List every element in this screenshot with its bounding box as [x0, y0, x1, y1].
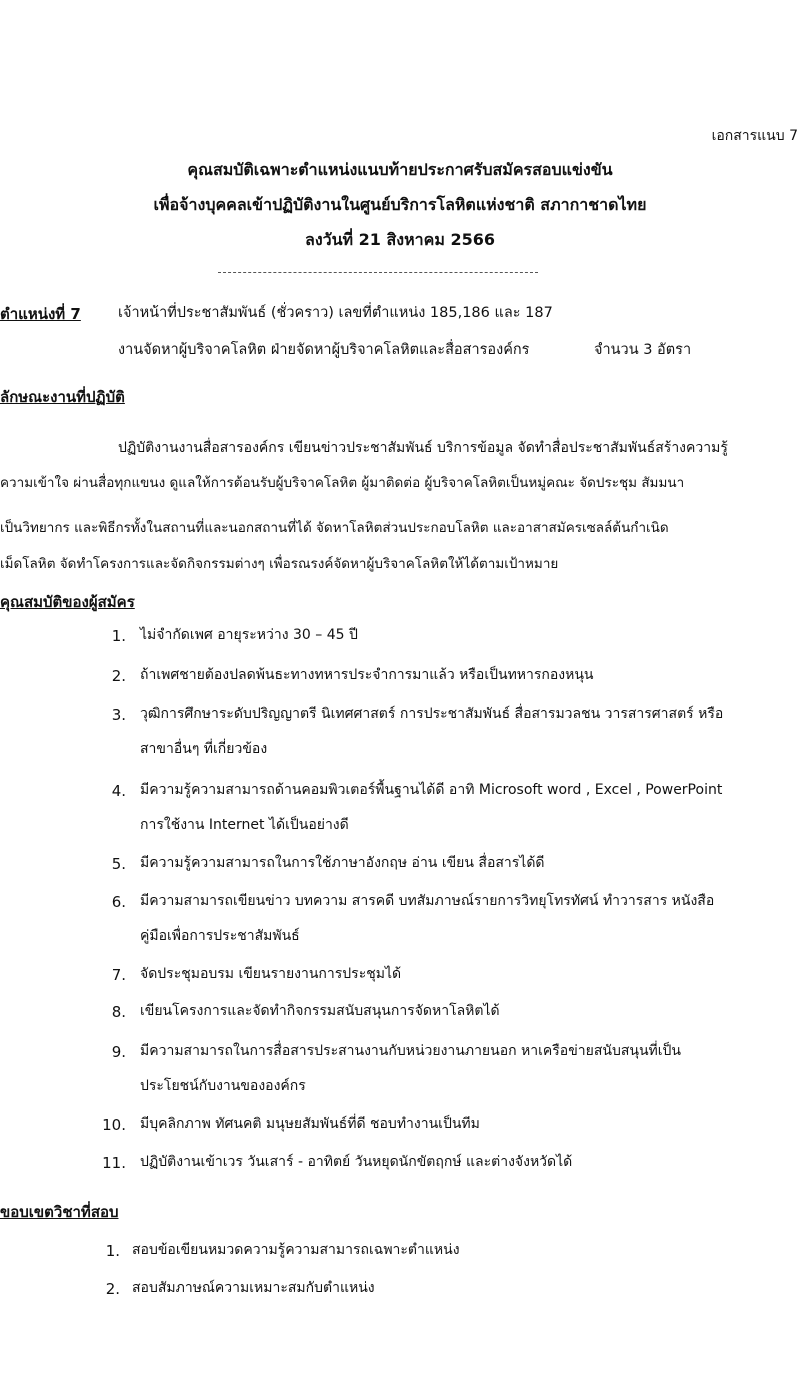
qualification-number: 3.: [111, 706, 126, 724]
qualification-item: มีความรู้ความสามารถในการใช้ภาษาอังกฤษ อ่าน เขียน สื่อสารได้ดี: [140, 855, 545, 871]
qualification-number: 8.: [111, 1003, 126, 1021]
qualification-item-continued: คู่มือเพื่อการประชาสัมพันธ์: [140, 928, 300, 944]
exam-scope-heading: ขอบเขตวิชาที่สอบ: [0, 1203, 119, 1221]
document-title-line2: เพื่อจ้างบุคคลเข้าปฏิบัติงานในศูนย์บริการโลหิตแห่งชาติ สภากาชาดไทย: [153, 195, 647, 214]
job-description-heading: ลักษณะงานที่ปฏิบัติ: [0, 388, 125, 406]
qualifications-heading: คุณสมบัติของผู้สมัคร: [0, 593, 135, 611]
qualification-number: 9.: [111, 1043, 126, 1061]
document-title-line1: คุณสมบัติเฉพาะตำแหน่งแนบท้ายประกาศรับสมัครสอบแข่งขัน: [187, 160, 613, 179]
qualification-item: วุฒิการศึกษาระดับปริญญาตรี นิเทศศาสตร์ การประชาสัมพันธ์ สื่อสารมวลชน วารสารศาสตร์ หรือ: [140, 706, 724, 722]
qualification-number: 1.: [111, 627, 126, 645]
exam-item: สอบข้อเขียนหมวดความรู้ความสามารถเฉพาะตำแหน่ง: [132, 1242, 460, 1258]
job-description-line: เป็นวิทยากร และพิธีกรทั้งในสถานที่และนอกสถานที่ได้ จัดหาโลหิตส่วนประกอบโลหิต และอาสาสมัครเซลล์ต้นกำเนิด: [0, 520, 669, 536]
qualification-item: เขียนโครงการและจัดทำกิจกรรมสนับสนุนการจัดหาโลหิตได้: [140, 1003, 500, 1019]
exam-item-number: 1.: [105, 1242, 120, 1260]
qualification-number: 11.: [102, 1154, 126, 1172]
qualification-item-continued: ประโยชน์กับงานขององค์กร: [140, 1078, 306, 1094]
qualification-item: มีความสามารถในการสื่อสารประสานงานกับหน่วยงานภายนอก หาเครือข่ายสนับสนุนที่เป็น: [140, 1043, 682, 1059]
position-count: จำนวน 3 อัตรา: [594, 342, 692, 358]
position-title: เจ้าหน้าที่ประชาสัมพันธ์ (ชั่วคราว) เลขที่ตำแหน่ง 185,186 และ 187: [118, 305, 553, 321]
qualification-number: 5.: [111, 855, 126, 873]
job-description-line: เม็ดโลหิต จัดทำโครงการและจัดกิจกรรมต่างๆ เพื่อรณรงค์จัดหาผู้บริจาคโลหิตให้ได้ตามเป้าหมาย: [0, 556, 559, 572]
qualification-number: 7.: [111, 966, 126, 984]
header-divider: [218, 272, 538, 273]
position-label: ตำแหน่งที่ 7: [0, 305, 81, 323]
position-unit: งานจัดหาผู้บริจาคโลหิต ฝ่ายจัดหาผู้บริจาคโลหิตและสื่อสารองค์กร: [118, 342, 530, 358]
qualification-item: มีบุคลิกภาพ ทัศนคติ มนุษยสัมพันธ์ที่ดี ชอบทำงานเป็นทีม: [140, 1116, 480, 1132]
qualification-number: 6.: [111, 893, 126, 911]
qualification-item: ถ้าเพศชายต้องปลดพ้นธะทางทหารประจำการมาแล้ว หรือเป็นทหารกองหนุน: [140, 667, 594, 683]
job-description-line: ความเข้าใจ ผ่านสื่อทุกแขนง ดูแลให้การต้อนรับผู้บริจาคโลหิต ผู้มาติดต่อ ผู้บริจาคโลหิตเป็นหมู่คณะ จัดประชุม สัมมนา: [0, 475, 685, 491]
qualification-number: 2.: [111, 667, 126, 685]
job-description-line: ปฏิบัติงานงานสื่อสารองค์กร เขียนข่าวประชาสัมพันธ์ บริการข้อมูล จัดทำสื่อประชาสัมพันธ์สร้างความรู้: [118, 440, 728, 456]
exam-item: สอบสัมภาษณ์ความเหมาะสมกับตำแหน่ง: [132, 1280, 375, 1296]
qualification-item: มีความสามารถเขียนข่าว บทความ สารคดี บทสัมภาษณ์รายการวิทยุโทรทัศน์ ทำวารสาร หนังสือ: [140, 893, 715, 909]
qualification-item: ไม่จำกัดเพศ อายุระหว่าง 30 – 45 ปี: [140, 627, 358, 643]
exam-item-number: 2.: [105, 1280, 120, 1298]
qualification-item-continued: การใช้งาน Internet ได้เป็นอย่างดี: [140, 817, 349, 833]
qualification-item: จัดประชุมอบรม เขียนรายงานการประชุมได้: [140, 966, 402, 982]
qualification-item-continued: สาขาอื่นๆ ที่เกี่ยวข้อง: [140, 741, 268, 757]
qualification-item: มีความรู้ความสามารถด้านคอมพิวเตอร์พื้นฐานได้ดี อาทิ Microsoft word , Excel , PowerPoint: [140, 782, 723, 798]
attachment-label: เอกสารแนบ 7: [711, 128, 798, 144]
document-date: ลงวันที่ 21 สิงหาคม 2566: [305, 230, 495, 249]
qualification-item: ปฏิบัติงานเข้าเวร วันเสาร์ - อาทิตย์ วันหยุดนักขัตฤกษ์ และต่างจังหวัดได้: [140, 1154, 573, 1170]
qualification-number: 10.: [102, 1116, 126, 1134]
qualification-number: 4.: [111, 782, 126, 800]
